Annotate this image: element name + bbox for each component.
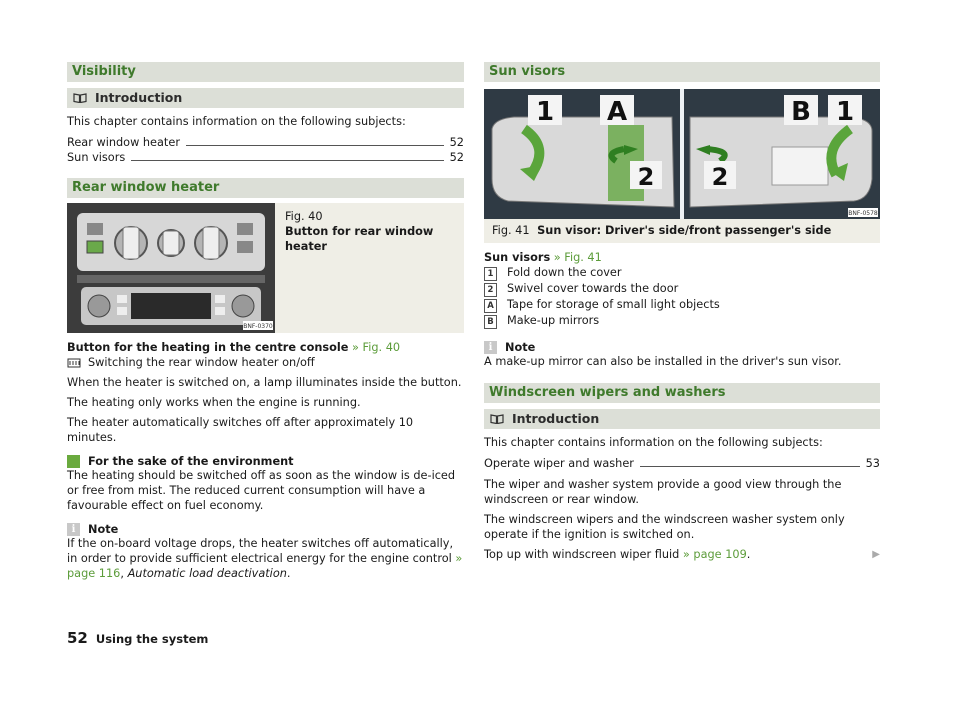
environment-title: For the sake of the environment [88,455,294,468]
wipers-para-3-row [484,547,880,562]
note-title: Note [88,523,119,536]
switch-text: Switching the rear window heater on/off [88,356,315,369]
wipers-para-1: The wiper and washer system provide a good view through the windscreen or rear window. [484,478,842,506]
legend-key: A [484,299,497,313]
visor-note-text: A make-up mirror can also be installed in the driver's sun visor. [484,355,842,368]
wipers-intro-heading [484,409,880,429]
wipers-para-3-text: Top up with windscreen wiper fluid [484,548,680,561]
legend-item [484,313,880,329]
intro-title: Introduction [95,90,183,105]
wipers-intro-text: This chapter contains information on the following subjects: [484,436,823,449]
wipers-para-3-end: . [746,548,751,561]
toc-list [67,135,464,165]
section-title-heater: Rear window heater [67,178,464,198]
legend-key: 2 [484,283,497,297]
info-icon: i [484,341,497,354]
section-title-sun-visors: Sun visors [484,62,880,82]
figure-40-image [67,203,275,333]
book-icon [490,414,504,424]
label-1-right: 1 [835,97,855,127]
note-text-a: If the on-board voltage drops, the heater switches off automatically, in order to provide sufficient electrical energy for the engine control [67,537,454,565]
section-title-wipers: Windscreen wipers and washers [484,383,880,403]
environment-leaf-icon [67,455,80,468]
toc-page[interactable]: 52 [449,136,464,149]
intro-text: This chapter contains information on the following subjects: [67,115,406,128]
heater-symbol-icon [67,358,81,368]
legend-text: Swivel cover towards the door [507,282,679,295]
label-2-left: 2 [637,163,655,191]
wipers-para-3 [484,547,750,562]
visors-heading [484,250,880,265]
figure-40-caption [275,203,464,333]
legend-item [484,281,880,297]
heater-para-1: When the heater is switched on, a lamp illuminates inside the button. [67,376,462,389]
intro-heading [67,88,464,108]
figure-40-caption-text: Button for rear window heater [285,225,434,253]
toc-row[interactable] [67,135,464,150]
legend-item [484,265,880,281]
toc-page[interactable]: 52 [449,151,464,164]
page-109-link[interactable]: » page 109 [682,548,747,561]
switch-row [67,355,464,370]
button-heading [67,340,464,355]
continue-arrow-icon: ▶ [872,549,880,560]
label-b: B [791,97,811,127]
toc-label[interactable]: Operate wiper and washer [484,457,634,470]
legend-text: Fold down the cover [507,266,622,279]
figure-41-caption-text: Sun visor: Driver's side/front passenger's side [537,224,832,237]
toc-row[interactable] [67,150,464,165]
note-italic: Automatic load deactivation [127,567,287,580]
legend-text: Tape for storage of small light objects [507,298,720,311]
left-column [67,62,464,581]
page-number: 52 [67,629,88,647]
legend-item [484,297,880,313]
toc-row[interactable] [484,456,880,471]
book-icon [73,93,87,103]
toc-page[interactable]: 53 [865,457,880,470]
legend-key: 1 [484,267,497,281]
right-column [484,62,880,562]
legend-text: Make-up mirrors [507,314,600,327]
visors-label: Sun visors [484,251,551,264]
figure-40-code: BNF-0370 [243,323,273,330]
figure-41-caption [484,219,880,243]
label-a: A [606,97,628,127]
visor-note-title: Note [505,341,536,354]
figure-40 [67,203,464,333]
figure-40-number: Fig. 40 [285,210,323,223]
visor-note-heading [484,341,880,354]
chapter-name: Using the system [95,632,209,646]
fig41-link[interactable]: » Fig. 41 [553,251,602,264]
info-icon: i [67,523,80,536]
label-1-left: 1 [535,97,555,127]
button-title: Button for the heating in the centre console [67,341,349,354]
wipers-para-2: The windscreen wipers and the windscreen washer system only operate if the ignition is switched on. [484,513,845,541]
section-title-visibility: Visibility [67,62,464,82]
note-heading [67,523,464,536]
label-2-right: 2 [711,163,729,191]
legend-list [484,265,880,329]
figure-41-number: Fig. 41 [492,224,530,237]
note-text [67,536,464,581]
figure-41 [484,89,880,243]
toc-label[interactable]: Rear window heater [67,136,180,149]
fig40-link[interactable]: » Fig. 40 [352,341,401,354]
environment-text: The heating should be switched off as soon as the window is de-iced or free from mist. The reduced current consumption will have a favourable effect on fuel economy. [67,469,456,512]
figure-41-code: BNF-0578 [848,210,878,217]
sun-visor-illustration [484,89,880,219]
environment-heading [67,455,464,468]
note-text-b: , [120,567,124,580]
toc-label[interactable]: Sun visors [67,151,126,164]
page-116-link[interactable]: » page 116 [67,552,463,580]
heater-console-illustration [67,203,275,333]
heater-para-2: The heating only works when the engine is running. [67,396,361,409]
note-end: . [286,567,291,580]
heater-para-3: The heater automatically switches off after approximately 10 minutes. [67,416,414,444]
page-footer [67,629,208,647]
wipers-intro-title: Introduction [512,411,600,426]
legend-key: B [484,315,497,329]
